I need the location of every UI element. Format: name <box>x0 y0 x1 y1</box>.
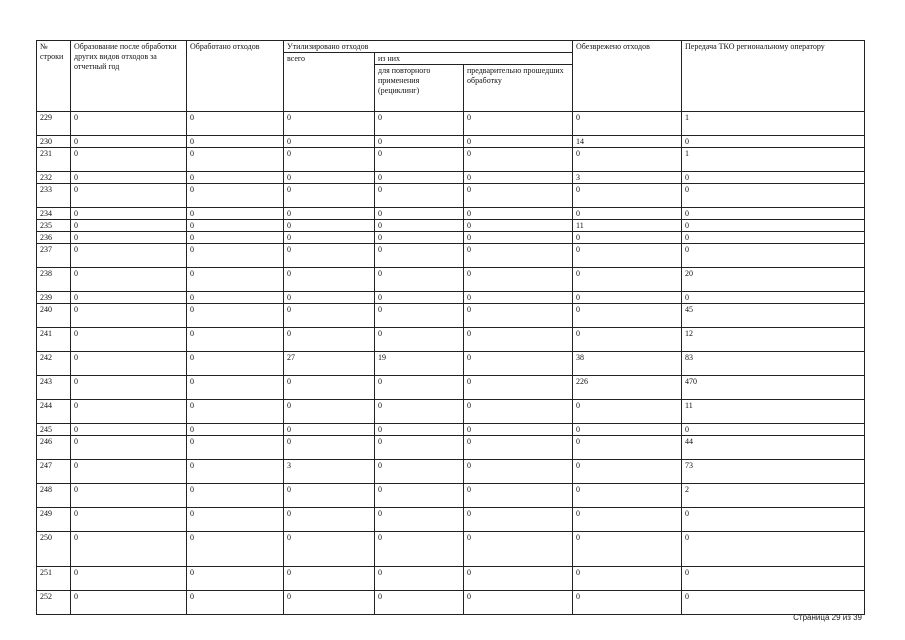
cell-row-number: 237 <box>37 244 71 268</box>
table-row <box>37 328 865 352</box>
cell-neutralized: 0 <box>573 268 682 292</box>
cell-transfer: 0 <box>682 220 865 232</box>
cell-pretreated: 0 <box>464 292 573 304</box>
cell-processed: 0 <box>187 376 284 400</box>
cell-pretreated: 0 <box>464 304 573 328</box>
cell-processed: 0 <box>187 567 284 591</box>
header-neutralized: Обезврежено отходов <box>573 41 682 112</box>
cell-neutralized: 0 <box>573 484 682 508</box>
cell-neutralized: 38 <box>573 352 682 376</box>
header-utilized: Утилизировано отходов <box>284 41 573 53</box>
cell-processed: 0 <box>187 328 284 352</box>
cell-processed: 0 <box>187 112 284 136</box>
cell-transfer: 0 <box>682 184 865 208</box>
table-row <box>37 508 865 532</box>
cell-reuse: 0 <box>375 208 464 220</box>
table-row <box>37 172 865 184</box>
cell-reuse: 0 <box>375 268 464 292</box>
cell-neutralized: 0 <box>573 567 682 591</box>
cell-row-number: 247 <box>37 460 71 484</box>
cell-utilized-total: 0 <box>284 232 375 244</box>
cell-processed: 0 <box>187 460 284 484</box>
cell-neutralized: 0 <box>573 436 682 460</box>
table-row <box>37 436 865 460</box>
cell-pretreated: 0 <box>464 172 573 184</box>
cell-transfer: 73 <box>682 460 865 484</box>
cell-utilized-total: 0 <box>284 304 375 328</box>
cell-transfer: 0 <box>682 591 865 615</box>
cell-row-number: 240 <box>37 304 71 328</box>
cell-pretreated: 0 <box>464 567 573 591</box>
cell-row-number: 251 <box>37 567 71 591</box>
cell-pretreated: 0 <box>464 220 573 232</box>
cell-row-number: 235 <box>37 220 71 232</box>
cell-pretreated: 0 <box>464 328 573 352</box>
table-row <box>37 268 865 292</box>
header-row-number: № строки <box>37 41 71 112</box>
table-row <box>37 532 865 567</box>
cell-reuse: 0 <box>375 220 464 232</box>
cell-utilized-total: 0 <box>284 532 375 567</box>
cell-processed: 0 <box>187 268 284 292</box>
cell-reuse: 19 <box>375 352 464 376</box>
cell-pretreated: 0 <box>464 460 573 484</box>
cell-formed: 0 <box>71 567 187 591</box>
cell-processed: 0 <box>187 148 284 172</box>
cell-reuse: 0 <box>375 532 464 567</box>
cell-utilized-total: 0 <box>284 220 375 232</box>
cell-processed: 0 <box>187 184 284 208</box>
cell-reuse: 0 <box>375 148 464 172</box>
table-row <box>37 208 865 220</box>
cell-reuse: 0 <box>375 328 464 352</box>
cell-utilized-total: 0 <box>284 268 375 292</box>
cell-reuse: 0 <box>375 424 464 436</box>
cell-pretreated: 0 <box>464 591 573 615</box>
cell-row-number: 230 <box>37 136 71 148</box>
table-row <box>37 484 865 508</box>
table-row <box>37 460 865 484</box>
cell-utilized-total: 0 <box>284 172 375 184</box>
cell-neutralized: 0 <box>573 292 682 304</box>
header-transfer: Передача ТКО региональному оператору <box>682 41 865 112</box>
table-row <box>37 232 865 244</box>
cell-utilized-total: 0 <box>284 424 375 436</box>
cell-transfer: 0 <box>682 292 865 304</box>
cell-pretreated: 0 <box>464 508 573 532</box>
cell-formed: 0 <box>71 424 187 436</box>
cell-transfer: 1 <box>682 148 865 172</box>
waste-report-table <box>36 40 865 615</box>
cell-row-number: 234 <box>37 208 71 220</box>
table-row <box>37 424 865 436</box>
cell-formed: 0 <box>71 172 187 184</box>
cell-formed: 0 <box>71 460 187 484</box>
cell-processed: 0 <box>187 244 284 268</box>
cell-formed: 0 <box>71 591 187 615</box>
cell-formed: 0 <box>71 400 187 424</box>
cell-transfer: 0 <box>682 136 865 148</box>
cell-neutralized: 0 <box>573 184 682 208</box>
cell-reuse: 0 <box>375 400 464 424</box>
cell-neutralized: 14 <box>573 136 682 148</box>
cell-processed: 0 <box>187 532 284 567</box>
cell-transfer: 0 <box>682 532 865 567</box>
table-body <box>37 112 865 615</box>
cell-transfer: 83 <box>682 352 865 376</box>
cell-formed: 0 <box>71 184 187 208</box>
table-row <box>37 304 865 328</box>
cell-utilized-total: 0 <box>284 208 375 220</box>
cell-processed: 0 <box>187 424 284 436</box>
cell-transfer: 1 <box>682 112 865 136</box>
table-row <box>37 376 865 400</box>
table-row <box>37 591 865 615</box>
cell-neutralized: 0 <box>573 532 682 567</box>
cell-pretreated: 0 <box>464 376 573 400</box>
table-row <box>37 352 865 376</box>
cell-row-number: 232 <box>37 172 71 184</box>
cell-neutralized: 0 <box>573 460 682 484</box>
cell-utilized-total: 0 <box>284 136 375 148</box>
cell-transfer: 2 <box>682 484 865 508</box>
cell-processed: 0 <box>187 292 284 304</box>
cell-neutralized: 0 <box>573 232 682 244</box>
table-header <box>37 41 865 112</box>
cell-row-number: 249 <box>37 508 71 532</box>
cell-reuse: 0 <box>375 304 464 328</box>
page-number: Страница 29 из 39 <box>793 613 862 622</box>
cell-utilized-total: 0 <box>284 376 375 400</box>
cell-neutralized: 0 <box>573 508 682 532</box>
table-row <box>37 400 865 424</box>
cell-formed: 0 <box>71 232 187 244</box>
cell-processed: 0 <box>187 508 284 532</box>
cell-transfer: 0 <box>682 172 865 184</box>
cell-pretreated: 0 <box>464 400 573 424</box>
table-row <box>37 567 865 591</box>
header-processed: Обработано отходов <box>187 41 284 112</box>
table-row <box>37 136 865 148</box>
cell-transfer: 0 <box>682 244 865 268</box>
cell-formed: 0 <box>71 328 187 352</box>
cell-processed: 0 <box>187 172 284 184</box>
cell-utilized-total: 0 <box>284 112 375 136</box>
cell-formed: 0 <box>71 484 187 508</box>
cell-processed: 0 <box>187 591 284 615</box>
cell-pretreated: 0 <box>464 424 573 436</box>
cell-processed: 0 <box>187 232 284 244</box>
cell-row-number: 248 <box>37 484 71 508</box>
table-row <box>37 292 865 304</box>
cell-row-number: 245 <box>37 424 71 436</box>
table-row <box>37 148 865 172</box>
header-reuse: для повторного применения (рециклинг) <box>375 65 464 112</box>
cell-pretreated: 0 <box>464 532 573 567</box>
cell-row-number: 236 <box>37 232 71 244</box>
cell-neutralized: 3 <box>573 172 682 184</box>
cell-utilized-total: 0 <box>284 328 375 352</box>
cell-utilized-total: 0 <box>284 591 375 615</box>
cell-neutralized: 0 <box>573 208 682 220</box>
cell-formed: 0 <box>71 352 187 376</box>
cell-row-number: 231 <box>37 148 71 172</box>
cell-utilized-total: 0 <box>284 148 375 172</box>
cell-transfer: 45 <box>682 304 865 328</box>
cell-transfer: 0 <box>682 567 865 591</box>
cell-pretreated: 0 <box>464 436 573 460</box>
cell-neutralized: 0 <box>573 400 682 424</box>
cell-formed: 0 <box>71 376 187 400</box>
cell-row-number: 250 <box>37 532 71 567</box>
cell-reuse: 0 <box>375 376 464 400</box>
cell-processed: 0 <box>187 400 284 424</box>
cell-row-number: 239 <box>37 292 71 304</box>
cell-pretreated: 0 <box>464 484 573 508</box>
cell-formed: 0 <box>71 208 187 220</box>
cell-reuse: 0 <box>375 184 464 208</box>
cell-processed: 0 <box>187 220 284 232</box>
cell-neutralized: 0 <box>573 304 682 328</box>
cell-pretreated: 0 <box>464 244 573 268</box>
cell-transfer: 0 <box>682 232 865 244</box>
cell-formed: 0 <box>71 136 187 148</box>
table-row <box>37 220 865 232</box>
cell-formed: 0 <box>71 508 187 532</box>
cell-reuse: 0 <box>375 172 464 184</box>
cell-pretreated: 0 <box>464 352 573 376</box>
header-formed: Образование после обработки других видов отходов за отчетный год <box>71 41 187 112</box>
cell-transfer: 11 <box>682 400 865 424</box>
cell-reuse: 0 <box>375 508 464 532</box>
cell-row-number: 246 <box>37 436 71 460</box>
cell-pretreated: 0 <box>464 184 573 208</box>
cell-row-number: 252 <box>37 591 71 615</box>
cell-neutralized: 0 <box>573 591 682 615</box>
cell-reuse: 0 <box>375 136 464 148</box>
cell-utilized-total: 3 <box>284 460 375 484</box>
cell-transfer: 12 <box>682 328 865 352</box>
cell-pretreated: 0 <box>464 208 573 220</box>
cell-neutralized: 11 <box>573 220 682 232</box>
cell-formed: 0 <box>71 436 187 460</box>
cell-utilized-total: 0 <box>284 400 375 424</box>
cell-neutralized: 0 <box>573 424 682 436</box>
cell-row-number: 244 <box>37 400 71 424</box>
cell-formed: 0 <box>71 148 187 172</box>
cell-transfer: 20 <box>682 268 865 292</box>
cell-utilized-total: 0 <box>284 292 375 304</box>
cell-neutralized: 0 <box>573 148 682 172</box>
cell-reuse: 0 <box>375 232 464 244</box>
cell-transfer: 0 <box>682 424 865 436</box>
cell-row-number: 241 <box>37 328 71 352</box>
cell-processed: 0 <box>187 436 284 460</box>
cell-processed: 0 <box>187 352 284 376</box>
cell-row-number: 238 <box>37 268 71 292</box>
cell-processed: 0 <box>187 136 284 148</box>
cell-neutralized: 0 <box>573 112 682 136</box>
cell-pretreated: 0 <box>464 136 573 148</box>
cell-utilized-total: 0 <box>284 184 375 208</box>
cell-processed: 0 <box>187 484 284 508</box>
cell-reuse: 0 <box>375 112 464 136</box>
cell-reuse: 0 <box>375 484 464 508</box>
cell-pretreated: 0 <box>464 268 573 292</box>
cell-row-number: 233 <box>37 184 71 208</box>
table-row <box>37 112 865 136</box>
cell-utilized-total: 0 <box>284 436 375 460</box>
cell-pretreated: 0 <box>464 112 573 136</box>
cell-reuse: 0 <box>375 460 464 484</box>
cell-neutralized: 0 <box>573 244 682 268</box>
cell-neutralized: 226 <box>573 376 682 400</box>
cell-pretreated: 0 <box>464 148 573 172</box>
cell-neutralized: 0 <box>573 328 682 352</box>
cell-transfer: 470 <box>682 376 865 400</box>
header-pretreated: предварительно прошедших обработку <box>464 65 573 112</box>
cell-row-number: 229 <box>37 112 71 136</box>
table-row <box>37 184 865 208</box>
cell-reuse: 0 <box>375 591 464 615</box>
cell-formed: 0 <box>71 304 187 328</box>
cell-utilized-total: 0 <box>284 244 375 268</box>
table-row <box>37 244 865 268</box>
cell-transfer: 0 <box>682 208 865 220</box>
cell-reuse: 0 <box>375 292 464 304</box>
cell-formed: 0 <box>71 532 187 567</box>
cell-processed: 0 <box>187 304 284 328</box>
cell-reuse: 0 <box>375 436 464 460</box>
cell-formed: 0 <box>71 268 187 292</box>
cell-pretreated: 0 <box>464 232 573 244</box>
cell-reuse: 0 <box>375 567 464 591</box>
cell-utilized-total: 0 <box>284 508 375 532</box>
cell-formed: 0 <box>71 244 187 268</box>
cell-utilized-total: 0 <box>284 567 375 591</box>
cell-reuse: 0 <box>375 244 464 268</box>
cell-utilized-total: 27 <box>284 352 375 376</box>
cell-transfer: 44 <box>682 436 865 460</box>
cell-utilized-total: 0 <box>284 484 375 508</box>
cell-row-number: 242 <box>37 352 71 376</box>
header-total: всего <box>284 53 375 112</box>
cell-formed: 0 <box>71 220 187 232</box>
cell-row-number: 243 <box>37 376 71 400</box>
cell-formed: 0 <box>71 292 187 304</box>
cell-transfer: 0 <box>682 508 865 532</box>
header-of-which: из них <box>375 53 573 65</box>
cell-formed: 0 <box>71 112 187 136</box>
cell-processed: 0 <box>187 208 284 220</box>
